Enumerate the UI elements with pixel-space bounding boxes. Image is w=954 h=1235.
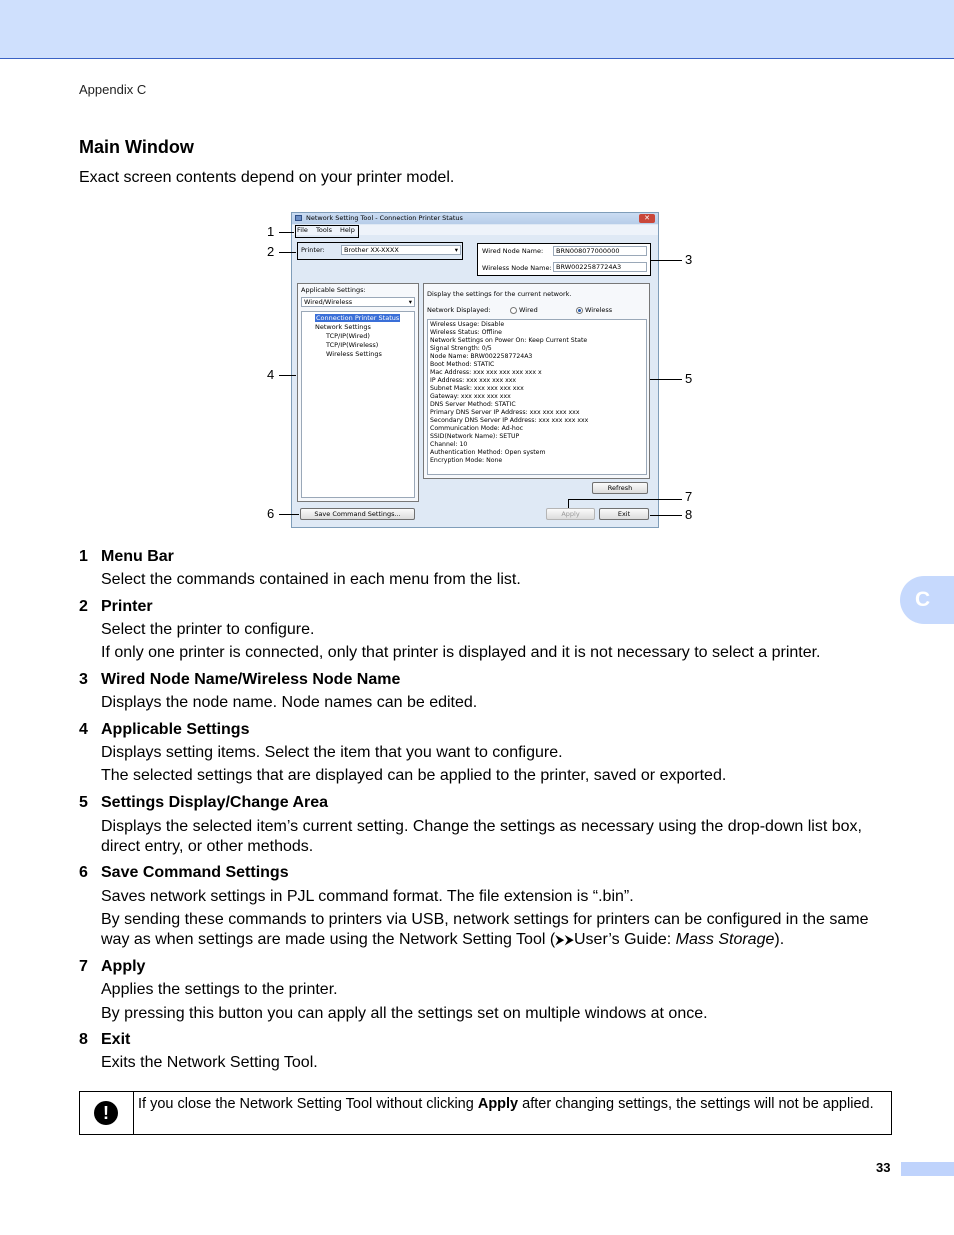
item-number: 6 bbox=[79, 864, 88, 881]
callout-1-line bbox=[279, 232, 294, 233]
printer-group bbox=[297, 242, 463, 260]
callout-7-leader bbox=[568, 499, 569, 508]
tree-item-network-settings[interactable]: Network Settings bbox=[315, 323, 371, 331]
item-desc: Exits the Network Setting Tool. bbox=[101, 1054, 318, 1071]
item-number: 3 bbox=[79, 671, 88, 688]
callout-6-line bbox=[279, 514, 299, 515]
app-window bbox=[291, 212, 659, 528]
intro-text: Exact screen contents depend on your printer model. bbox=[79, 169, 455, 186]
wireless-node-label: Wireless Node Name: bbox=[482, 264, 552, 272]
radio-wireless[interactable] bbox=[576, 306, 612, 314]
node-name-group bbox=[477, 243, 651, 276]
printer-select-value: Brother XX-XXXX bbox=[344, 246, 399, 254]
status-line: Channel: 10 bbox=[430, 441, 468, 448]
item-node-name bbox=[79, 671, 400, 689]
callout-2: 2 bbox=[267, 244, 275, 259]
callout-7: 7 bbox=[685, 489, 693, 504]
tree-item-connection-status[interactable]: Connection Printer Status bbox=[316, 314, 400, 322]
note-text-bold: Apply bbox=[477, 1096, 519, 1112]
item-number: 8 bbox=[79, 1031, 88, 1048]
status-line: Node Name: BRW0022587724A3 bbox=[430, 353, 533, 360]
wired-node-field[interactable] bbox=[553, 246, 647, 256]
status-line: Signal Strength: 0/5 bbox=[430, 345, 492, 352]
menu-bar-highlight bbox=[295, 225, 359, 238]
settings-display-panel bbox=[423, 283, 650, 479]
status-line: IP Address: xxx xxx xxx xxx bbox=[430, 377, 517, 384]
callout-2-line bbox=[279, 252, 296, 253]
item-number: 2 bbox=[79, 598, 88, 615]
network-displayed-label: Network Displayed: bbox=[427, 306, 491, 314]
note-text-part: after changing settings, the settings will not be applied. bbox=[518, 1096, 874, 1112]
status-list bbox=[427, 319, 647, 475]
item-number: 7 bbox=[79, 958, 88, 975]
radio-wireless-label: Wireless bbox=[585, 306, 613, 314]
page-number: 33 bbox=[876, 1160, 891, 1175]
item-title: Exit bbox=[101, 1031, 131, 1048]
status-line: Primary DNS Server IP Address: xxx xxx xxx xxx bbox=[430, 409, 580, 416]
printer-select[interactable] bbox=[341, 245, 461, 255]
window-title: Network Setting Tool - Connection Printer Status bbox=[306, 214, 463, 222]
printer-label: Printer: bbox=[301, 246, 325, 254]
radio-wireless-icon bbox=[576, 307, 583, 314]
running-head: Appendix C bbox=[79, 82, 147, 97]
applicable-settings-select[interactable] bbox=[301, 297, 415, 307]
item-desc: The selected settings that are displayed can be applied to the printer, saved or exported. bbox=[101, 767, 727, 784]
status-line: SSID(Network Name): SETUP bbox=[430, 433, 520, 440]
status-line: Mac Address: xxx xxx xxx xxx xxx x bbox=[430, 369, 542, 376]
item-title: Apply bbox=[101, 958, 146, 975]
status-line: Wireless Status: Offline bbox=[430, 329, 502, 336]
important-note bbox=[79, 1091, 892, 1135]
wired-node-label: Wired Node Name: bbox=[482, 247, 544, 255]
item-title: Save Command Settings bbox=[101, 864, 289, 881]
chevron-down-icon: ▾ bbox=[408, 298, 412, 306]
item-settings-display bbox=[79, 794, 328, 812]
item-desc-part: User’s Guide: bbox=[573, 931, 676, 948]
section-title: Main Window bbox=[79, 137, 194, 157]
callout-4: 4 bbox=[267, 367, 275, 382]
wired-node-value: BRN008077000000 bbox=[556, 247, 620, 255]
item-applicable-settings bbox=[79, 721, 249, 739]
header-band bbox=[0, 0, 954, 59]
radio-wired-label: Wired bbox=[519, 306, 538, 314]
menu-file[interactable]: File bbox=[297, 226, 308, 234]
item-desc-part: ). bbox=[774, 931, 785, 948]
radio-wired-icon bbox=[510, 307, 517, 314]
item-number: 1 bbox=[79, 548, 88, 565]
status-line: Boot Method: STATIC bbox=[430, 361, 495, 368]
exclamation-icon: ! bbox=[94, 1101, 118, 1125]
item-desc: Displays setting items. Select the item that you want to configure. bbox=[101, 744, 563, 761]
menu-help[interactable]: Help bbox=[340, 226, 355, 234]
item-title: Settings Display/Change Area bbox=[101, 794, 329, 811]
item-title: Wired Node Name/Wireless Node Name bbox=[101, 671, 401, 688]
screenshot-figure bbox=[262, 205, 702, 535]
status-line: Wireless Usage: Disable bbox=[430, 321, 505, 328]
item-desc: Select the commands contained in each menu from the list. bbox=[101, 571, 521, 588]
status-line: Network Settings on Power On: Keep Current State bbox=[430, 337, 588, 344]
applicable-settings-label: Applicable Settings: bbox=[301, 286, 366, 294]
applicable-settings-panel bbox=[297, 283, 419, 502]
wireless-node-field[interactable] bbox=[553, 262, 647, 272]
apply-button[interactable]: Apply bbox=[546, 508, 595, 520]
note-text-part: If you close the Network Setting Tool without clicking bbox=[138, 1096, 478, 1112]
item-desc: Displays the node name. Node names can be edited. bbox=[101, 694, 478, 711]
callout-5: 5 bbox=[685, 371, 693, 386]
refresh-button[interactable]: Refresh bbox=[592, 482, 648, 494]
item-desc: Saves network settings in PJL command format. The file extension is “.bin”. bbox=[101, 888, 634, 905]
status-line: DNS Server Method: STATIC bbox=[430, 401, 516, 408]
status-line: Secondary DNS Server IP Address: xxx xxx xxx xxx bbox=[430, 417, 589, 424]
applicable-settings-value: Wired/Wireless bbox=[304, 298, 353, 306]
tree-item-tcpip-wired[interactable]: TCP/IP(Wired) bbox=[326, 332, 370, 340]
tree-item-wireless-settings[interactable]: Wireless Settings bbox=[326, 350, 382, 358]
app-icon bbox=[295, 215, 302, 221]
status-line: Gateway: xxx xxx xxx xxx bbox=[430, 393, 511, 400]
item-desc-italic: Mass Storage bbox=[675, 931, 775, 948]
window-titlebar bbox=[292, 213, 658, 224]
item-title: Menu Bar bbox=[101, 548, 174, 565]
close-icon[interactable]: ✕ bbox=[639, 214, 655, 223]
item-title: Applicable Settings bbox=[101, 721, 250, 738]
callout-3: 3 bbox=[685, 252, 693, 267]
item-number: 5 bbox=[79, 794, 88, 811]
item-desc: Applies the settings to the printer. bbox=[101, 981, 338, 998]
callout-3-line bbox=[650, 260, 682, 261]
item-desc: Select the printer to configure. bbox=[101, 621, 315, 638]
item-exit bbox=[79, 1031, 130, 1049]
item-title: Printer bbox=[101, 598, 153, 615]
settings-tree bbox=[301, 311, 415, 498]
display-heading: Display the settings for the current network. bbox=[427, 290, 572, 298]
note-text bbox=[138, 1095, 883, 1114]
chapter-tab bbox=[900, 576, 954, 624]
radio-wired[interactable] bbox=[510, 306, 538, 314]
callout-6: 6 bbox=[267, 506, 275, 521]
item-desc-part: By sending these commands to printers via USB, network settings for printers can be configured in the same way as when settings are made using the Network Setting Tool ( bbox=[101, 911, 869, 948]
double-arrow-icon: ⮞⮞ bbox=[555, 932, 574, 947]
callout-7-line bbox=[568, 499, 682, 500]
callout-8-line bbox=[650, 515, 682, 516]
item-desc: By pressing this button you can apply all the settings set on multiple windows at once. bbox=[101, 1005, 708, 1022]
item-printer bbox=[79, 598, 153, 616]
status-line: Encryption Mode: None bbox=[430, 457, 503, 464]
chevron-down-icon: ▾ bbox=[454, 246, 458, 254]
status-line: Communication Mode: Ad-hoc bbox=[430, 425, 524, 432]
item-apply bbox=[79, 958, 145, 976]
callout-1: 1 bbox=[267, 224, 275, 239]
callout-4-line bbox=[279, 375, 296, 376]
status-line: Authentication Method: Open system bbox=[430, 449, 546, 456]
save-command-settings-button[interactable]: Save Command Settings... bbox=[300, 508, 415, 520]
exit-button[interactable]: Exit bbox=[599, 508, 649, 520]
item-number: 4 bbox=[79, 721, 88, 738]
item-save-command bbox=[79, 864, 289, 882]
callout-5-line bbox=[650, 379, 682, 380]
item-desc: If only one printer is connected, only that printer is displayed and it is not necessary to select a printer. bbox=[101, 644, 821, 661]
status-line: Subnet Mask: xxx xxx xxx xxx bbox=[430, 385, 524, 392]
tree-item-tcpip-wireless[interactable]: TCP/IP(Wireless) bbox=[326, 341, 379, 349]
callout-8: 8 bbox=[685, 507, 693, 522]
page-number-bar bbox=[901, 1162, 954, 1176]
item-desc: Displays the selected item’s current setting. Change the settings as necessary using the drop-down list box, direct entry, or other methods. bbox=[101, 818, 862, 855]
wireless-node-value: BRW0022587724A3 bbox=[556, 263, 622, 271]
menu-tools[interactable]: Tools bbox=[316, 226, 333, 234]
chapter-tab-letter: C bbox=[915, 588, 931, 611]
item-menu-bar bbox=[79, 548, 174, 566]
note-icon-cell bbox=[80, 1092, 134, 1134]
item-desc-usb bbox=[101, 910, 891, 950]
